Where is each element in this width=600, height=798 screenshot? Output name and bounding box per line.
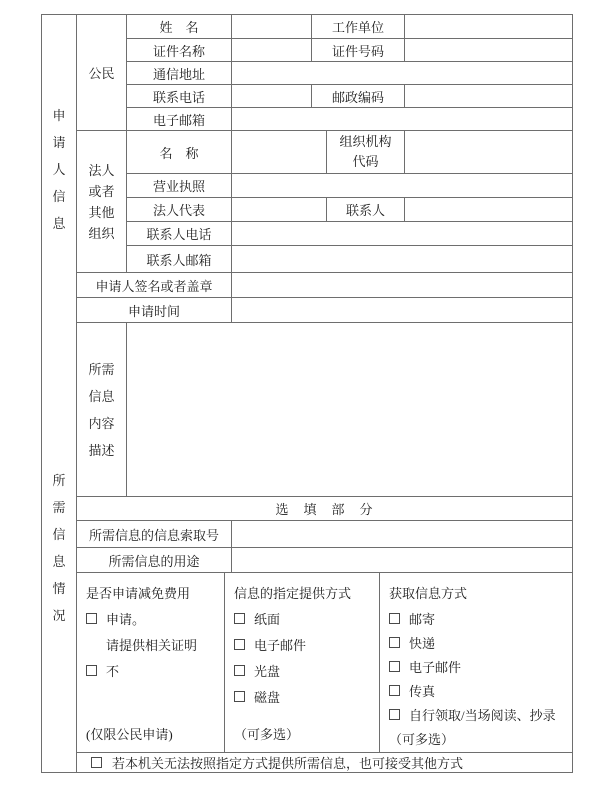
license-label: 营业执照: [127, 174, 232, 197]
license-value-cell[interactable]: [232, 174, 572, 197]
phone-value-cell[interactable]: [232, 85, 312, 107]
fee-reduction-cell: [77, 573, 225, 752]
representative-label: 法人代表: [127, 198, 232, 221]
name-label: 姓 名: [127, 15, 232, 38]
phone-label: 联系电话: [127, 85, 232, 107]
fee-reduction-note: (仅限公民申请): [86, 727, 173, 742]
representative-value-cell[interactable]: [232, 198, 327, 221]
date-label: 申请时间: [77, 298, 232, 322]
options-row: [77, 573, 572, 753]
provide-option-label: 光盘: [254, 664, 281, 679]
checkbox-icon[interactable]: [389, 709, 400, 720]
index-number-label: 所需信息的信息索取号: [77, 521, 232, 547]
postcode-label: 邮政编码: [312, 85, 405, 107]
checkbox-icon[interactable]: [86, 665, 97, 676]
obtain-option-label: 自行领取/当场阅读、抄录: [409, 708, 556, 723]
contact-phone-label: 联系人电话: [127, 222, 232, 245]
contact-value-cell[interactable]: [405, 198, 572, 221]
applicant-section-label-cell: [42, 15, 77, 323]
citizen-group-label: 公民: [77, 15, 127, 130]
checkbox-icon[interactable]: [389, 685, 400, 696]
provide-method-cell: [225, 573, 380, 752]
fee-option-apply[interactable]: [86, 609, 145, 628]
id-name-value-cell[interactable]: [232, 39, 312, 61]
provide-option-cd[interactable]: [234, 661, 280, 680]
obtain-option-pickup[interactable]: [389, 705, 556, 724]
required-info-section: [42, 323, 572, 772]
provide-option-disk[interactable]: [234, 687, 280, 706]
id-number-label: 证件号码: [312, 39, 405, 61]
obtain-option-label: 快递: [409, 636, 436, 651]
fee-reduction-title: 是否申请减免费用: [86, 586, 191, 601]
provide-option-email[interactable]: [234, 635, 306, 654]
applicant-section-label: 申请人信息: [52, 107, 66, 231]
obtain-option-mail[interactable]: [389, 609, 435, 628]
other-method-row: [77, 753, 572, 772]
org-code-label: 组织机构代码: [339, 134, 392, 169]
checkbox-icon[interactable]: [389, 613, 400, 624]
fee-option-no[interactable]: [86, 661, 119, 680]
name-value-cell[interactable]: [232, 15, 312, 38]
citizen-group: [77, 15, 572, 131]
checkbox-icon[interactable]: [234, 613, 245, 624]
provide-option-paper[interactable]: [234, 609, 280, 628]
date-value-cell[interactable]: [232, 298, 572, 322]
provide-method-note: （可多选）: [234, 727, 300, 742]
index-number-value-cell[interactable]: [232, 521, 572, 547]
checkbox-icon[interactable]: [234, 665, 245, 676]
signature-label: 申请人签名或者盖章: [77, 273, 232, 297]
obtain-option-label: 邮寄: [409, 612, 436, 627]
description-value-cell[interactable]: [127, 323, 572, 496]
address-value-cell[interactable]: [232, 62, 572, 84]
work-unit-label: 工作单位: [312, 15, 405, 38]
contact-phone-value-cell[interactable]: [232, 222, 572, 245]
organization-group-label-cell: [77, 131, 127, 272]
organization-group-label: 法人或者其他组织: [88, 162, 115, 241]
provide-option-label: 磁盘: [254, 690, 281, 705]
optional-section-header: 选 填 部 分: [275, 502, 374, 517]
fee-option-no-label: 不: [106, 664, 120, 679]
checkbox-icon[interactable]: [234, 639, 245, 650]
id-name-label: 证件名称: [127, 39, 232, 61]
checkbox-icon[interactable]: [86, 613, 97, 624]
id-number-value-cell[interactable]: [405, 39, 572, 61]
work-unit-value-cell[interactable]: [405, 15, 572, 38]
provide-option-label: 电子邮件: [254, 638, 307, 653]
postcode-value-cell[interactable]: [405, 85, 572, 107]
required-info-section-label: 所需信息情况: [52, 472, 66, 623]
obtain-option-fax[interactable]: [389, 681, 435, 700]
fee-option-apply-sub: 请提供相关证明: [106, 638, 198, 653]
provide-option-label: 纸面: [254, 612, 281, 627]
description-label-cell: [77, 323, 127, 496]
signature-value-cell[interactable]: [232, 273, 572, 297]
description-label: 所需信息内容描述: [88, 361, 115, 458]
contact-email-label: 联系人邮箱: [127, 246, 232, 272]
provide-method-title: 信息的指定提供方式: [234, 586, 352, 601]
org-name-label: 名 称: [127, 131, 232, 173]
address-label: 通信地址: [127, 62, 232, 84]
obtain-method-cell: [380, 573, 572, 752]
other-method-checkbox[interactable]: [91, 757, 102, 768]
purpose-value-cell[interactable]: [232, 548, 572, 572]
obtain-option-email[interactable]: [389, 657, 461, 676]
obtain-option-express[interactable]: [389, 633, 435, 652]
checkbox-icon[interactable]: [389, 661, 400, 672]
required-info-section-label-cell: [42, 323, 77, 772]
obtain-method-note: （可多选）: [389, 732, 455, 747]
fee-option-apply-label: 申请。: [106, 612, 146, 627]
org-code-label-cell: [327, 131, 405, 173]
organization-group: [77, 131, 572, 273]
purpose-label: 所需信息的用途: [77, 548, 232, 572]
obtain-method-title: 获取信息方式: [389, 586, 468, 601]
org-name-value-cell[interactable]: [232, 131, 327, 173]
contact-label: 联系人: [327, 198, 405, 221]
email-value-cell[interactable]: [232, 108, 572, 130]
obtain-option-label: 传真: [409, 684, 436, 699]
checkbox-icon[interactable]: [234, 691, 245, 702]
applicant-section: [42, 15, 572, 323]
application-form-table: [41, 14, 573, 773]
org-code-value-cell[interactable]: [405, 131, 572, 173]
obtain-option-label: 电子邮件: [409, 660, 462, 675]
other-method-note: 若本机关无法按照指定方式提供所需信息，也可接受其他方式: [112, 756, 464, 771]
checkbox-icon[interactable]: [389, 637, 400, 648]
email-label: 电子邮箱: [127, 108, 232, 130]
contact-email-value-cell[interactable]: [232, 246, 572, 272]
